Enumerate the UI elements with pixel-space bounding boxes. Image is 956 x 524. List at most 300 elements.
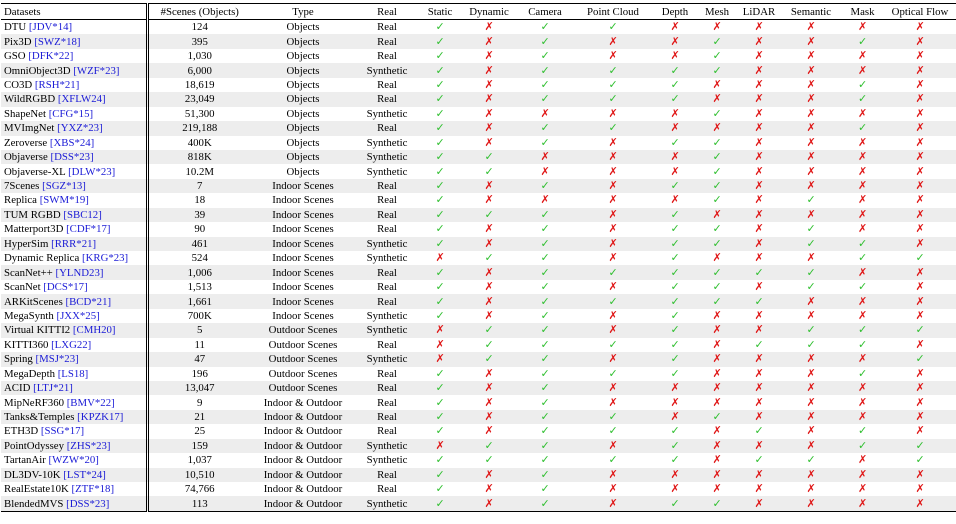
check-icon: ✓	[915, 454, 925, 467]
citation-link[interactable]: [CFG*15]	[48, 107, 94, 120]
check-icon: ✓	[540, 425, 550, 438]
static-cell	[419, 395, 461, 409]
mesh-cell	[697, 367, 737, 381]
cross-icon: ✗	[857, 21, 868, 34]
scenes-cell: 10.2M	[185, 165, 214, 178]
check-icon: ✓	[608, 338, 618, 351]
type-cell: Indoor & Outdoor	[263, 483, 343, 496]
point-cloud-cell	[573, 294, 653, 308]
citation-link[interactable]: [DLW*23]	[68, 165, 116, 178]
check-icon: ✓	[670, 425, 680, 438]
optical-flow-cell	[884, 439, 956, 453]
point-cloud-cell	[573, 280, 653, 294]
depth-cell	[653, 410, 697, 424]
citation-link[interactable]: [RSH*21]	[34, 78, 80, 91]
semantic-cell	[781, 294, 841, 308]
camera-cell	[517, 193, 573, 207]
dataset-name: Pix3D	[4, 35, 32, 48]
check-icon: ✓	[670, 180, 680, 193]
depth-cell	[653, 20, 697, 35]
real-cell: Real	[355, 92, 419, 106]
cross-icon: ✗	[857, 50, 868, 63]
citation-link[interactable]: [XBS*24]	[49, 136, 95, 149]
cross-icon: ✗	[608, 468, 618, 481]
lidar-cell	[737, 92, 781, 106]
dataset-name: CO3D	[4, 78, 33, 91]
cross-icon: ✗	[712, 367, 722, 380]
lidar-cell	[737, 179, 781, 193]
semantic-cell	[781, 468, 841, 482]
point-cloud-cell	[573, 222, 653, 236]
camera-cell	[517, 338, 573, 352]
dataset-name: RealEstate10K	[4, 483, 69, 496]
optical-flow-cell	[884, 482, 956, 496]
cross-icon: ✗	[915, 411, 925, 424]
static-cell	[419, 208, 461, 222]
cross-icon: ✗	[857, 411, 868, 424]
citation-link[interactable]: [LS18]	[57, 367, 89, 380]
check-icon: ✓	[670, 309, 680, 322]
check-icon: ✓	[712, 136, 722, 149]
citation-link[interactable]: [BCD*21]	[65, 295, 112, 308]
table-row	[1, 251, 956, 265]
real-cell: Real	[377, 396, 397, 409]
camera-cell	[517, 78, 573, 92]
dynamic-cell	[461, 367, 517, 381]
mask-cell	[841, 294, 884, 308]
check-icon: ✓	[712, 266, 722, 279]
point-cloud-cell	[573, 265, 653, 279]
citation-link[interactable]: [DSS*23]	[66, 497, 110, 510]
check-icon: ✓	[670, 439, 680, 452]
cross-icon: ✗	[754, 151, 764, 164]
static-cell	[419, 280, 461, 294]
check-icon: ✓	[435, 497, 445, 510]
citation-link[interactable]: [BMV*22]	[66, 396, 115, 409]
cross-icon: ✗	[484, 223, 494, 236]
lidar-cell	[737, 410, 781, 424]
lidar-cell	[737, 49, 781, 63]
scenes-cell: 1,006	[147, 265, 251, 279]
static-cell	[419, 222, 461, 236]
check-icon: ✓	[540, 468, 550, 481]
check-icon: ✓	[540, 266, 550, 279]
check-icon: ✓	[712, 151, 722, 164]
dataset-name-cell	[1, 323, 147, 337]
type-cell: Indoor Scenes	[272, 281, 334, 294]
cross-icon: ✗	[435, 252, 445, 265]
scenes-cell: 13,047	[147, 381, 251, 395]
static-cell	[419, 410, 461, 424]
lidar-cell	[737, 34, 781, 48]
optical-flow-cell	[884, 164, 956, 178]
static-cell	[419, 20, 461, 35]
scenes-cell: 39	[147, 208, 251, 222]
optical-flow-cell	[884, 323, 956, 337]
lidar-cell	[737, 265, 781, 279]
check-icon: ✓	[484, 165, 494, 178]
citation-link[interactable]: [SGZ*13]	[42, 180, 86, 193]
cross-icon: ✗	[608, 208, 618, 221]
check-icon: ✓	[915, 353, 925, 366]
table-row	[1, 237, 956, 251]
cross-icon: ✗	[754, 93, 764, 106]
cross-icon: ✗	[915, 338, 925, 351]
camera-cell	[517, 136, 573, 150]
check-icon: ✓	[540, 223, 550, 236]
table-row	[1, 63, 956, 77]
check-icon: ✓	[435, 367, 445, 380]
check-icon: ✓	[484, 338, 494, 351]
mask-cell	[841, 107, 884, 121]
citation-link[interactable]: [SWM*19]	[39, 194, 89, 207]
point-cloud-cell	[573, 395, 653, 409]
lidar-cell	[737, 251, 781, 265]
lidar-cell	[737, 78, 781, 92]
dynamic-cell	[461, 338, 517, 352]
check-icon: ✓	[670, 338, 680, 351]
scenes-cell: 196	[191, 367, 208, 380]
mesh-cell	[697, 92, 737, 106]
mesh-cell	[697, 496, 737, 511]
cross-icon: ✗	[806, 309, 816, 322]
check-icon: ✓	[712, 194, 722, 207]
cross-icon: ✗	[806, 425, 816, 438]
cross-icon: ✗	[712, 425, 722, 438]
citation-link[interactable]: [CMH20]	[72, 324, 116, 337]
check-icon: ✓	[806, 338, 816, 351]
check-icon: ✓	[540, 454, 550, 467]
mesh-cell	[697, 164, 737, 178]
cross-icon: ✗	[806, 382, 816, 395]
camera-cell	[517, 34, 573, 48]
check-icon: ✓	[540, 35, 550, 48]
semantic-cell	[781, 496, 841, 511]
optical-flow-cell	[884, 20, 956, 35]
static-cell	[419, 309, 461, 323]
dataset-name: BlendedMVS	[4, 497, 64, 510]
dataset-name-cell	[1, 453, 147, 467]
check-icon: ✓	[806, 237, 816, 250]
semantic-cell	[781, 78, 841, 92]
real-cell: Synthetic	[355, 237, 419, 251]
citation-link[interactable]: [KRG*23]	[81, 252, 129, 265]
citation-link[interactable]: [WZW*20]	[48, 454, 99, 467]
depth-cell	[653, 237, 697, 251]
dataset-name: PointOdyssey	[4, 439, 64, 452]
cross-icon: ✗	[754, 136, 764, 149]
cross-icon: ✗	[670, 50, 680, 63]
mask-cell	[841, 410, 884, 424]
cross-icon: ✗	[806, 136, 816, 149]
citation-link[interactable]: [SSG*17]	[40, 425, 85, 438]
citation-link[interactable]: [DCS*17]	[43, 281, 88, 294]
dataset-name-cell	[1, 395, 147, 409]
check-icon: ✓	[670, 78, 680, 91]
citation-link[interactable]: [DSS*23]	[50, 151, 94, 164]
citation-link[interactable]: [SBC12]	[63, 208, 102, 221]
check-icon: ✓	[435, 122, 445, 135]
citation-link[interactable]: [LST*24]	[63, 468, 106, 481]
mesh-cell	[697, 424, 737, 438]
cross-icon: ✗	[608, 483, 618, 496]
depth-cell	[653, 34, 697, 48]
check-icon: ✓	[712, 497, 722, 510]
citation-link[interactable]: [DFK*22]	[28, 50, 74, 63]
semantic-cell	[781, 34, 841, 48]
cross-icon: ✗	[806, 411, 816, 424]
check-icon: ✓	[806, 223, 816, 236]
dataset-name-cell	[1, 367, 147, 381]
citation-link[interactable]: [RRR*21]	[51, 237, 97, 250]
camera-cell	[517, 251, 573, 265]
semantic-cell	[781, 381, 841, 395]
depth-cell	[653, 150, 697, 164]
check-icon: ✓	[806, 266, 816, 279]
cross-icon: ✗	[484, 411, 494, 424]
type-cell: Indoor & Outdoor	[251, 496, 355, 511]
type-cell: Indoor & Outdoor	[263, 454, 343, 467]
camera-cell	[517, 439, 573, 453]
dataset-name-cell	[1, 193, 147, 207]
camera-cell	[517, 453, 573, 467]
check-icon: ✓	[540, 396, 550, 409]
cross-icon: ✗	[857, 483, 868, 496]
check-icon: ✓	[670, 324, 680, 337]
dataset-name: OmniObject3D	[4, 64, 71, 77]
optical-flow-cell	[884, 193, 956, 207]
check-icon: ✓	[540, 252, 550, 265]
citation-link[interactable]: [KPZK17]	[77, 411, 124, 424]
dataset-name: TUM RGBD	[4, 208, 61, 221]
optical-flow-cell	[884, 251, 956, 265]
depth-cell	[653, 193, 697, 207]
check-icon: ✓	[540, 281, 550, 294]
cross-icon: ✗	[915, 309, 925, 322]
table-row	[1, 309, 956, 323]
citation-link[interactable]: [CDF*17]	[66, 223, 111, 236]
depth-cell	[653, 453, 697, 467]
type-cell: Indoor & Outdoor	[263, 396, 343, 409]
dataset-name: ARKitScenes	[4, 295, 63, 308]
cross-icon: ✗	[806, 93, 816, 106]
camera-cell	[517, 222, 573, 236]
semantic-cell	[781, 179, 841, 193]
dataset-name-cell	[1, 410, 147, 424]
depth-cell	[653, 92, 697, 106]
citation-link[interactable]: [ZTF*18]	[71, 483, 115, 496]
camera-cell	[517, 179, 573, 193]
check-icon: ✓	[857, 338, 868, 351]
dynamic-cell	[461, 395, 517, 409]
citation-link[interactable]: [LXG22]	[51, 338, 92, 351]
mesh-cell	[697, 121, 737, 135]
cross-icon: ✗	[915, 483, 925, 496]
cross-icon: ✗	[608, 309, 618, 322]
cross-icon: ✗	[484, 35, 494, 48]
static-cell	[419, 453, 461, 467]
dataset-name-cell	[1, 179, 147, 193]
depth-cell	[653, 395, 697, 409]
mesh-cell	[697, 49, 737, 63]
cross-icon: ✗	[670, 165, 680, 178]
check-icon: ✓	[540, 180, 550, 193]
scenes-cell: 1,030	[187, 50, 212, 63]
citation-link[interactable]: [SWZ*18]	[34, 35, 81, 48]
cross-icon: ✗	[915, 382, 925, 395]
citation-link[interactable]: [JDV*14]	[28, 21, 73, 34]
cross-icon: ✗	[754, 180, 764, 193]
cross-icon: ✗	[712, 78, 722, 91]
depth-cell	[653, 107, 697, 121]
cross-icon: ✗	[670, 468, 680, 481]
point-cloud-cell	[573, 20, 653, 35]
cross-icon: ✗	[806, 252, 816, 265]
dynamic-cell	[461, 280, 517, 294]
camera-cell	[517, 323, 573, 337]
cross-icon: ✗	[484, 237, 494, 250]
citation-link[interactable]: [ZHS*23]	[66, 439, 111, 452]
cross-icon: ✗	[915, 468, 925, 481]
cross-icon: ✗	[484, 425, 494, 438]
cross-icon: ✗	[670, 483, 680, 496]
check-icon: ✓	[754, 454, 764, 467]
check-icon: ✓	[670, 454, 680, 467]
lidar-cell	[737, 468, 781, 482]
static-cell	[419, 150, 461, 164]
citation-link[interactable]: [MSJ*23]	[35, 353, 79, 366]
cross-icon: ✗	[754, 353, 764, 366]
dynamic-cell	[461, 208, 517, 222]
check-icon: ✓	[857, 281, 868, 294]
cross-icon: ✗	[608, 194, 618, 207]
point-cloud-cell	[573, 150, 653, 164]
optical-flow-cell	[884, 280, 956, 294]
check-icon: ✓	[754, 266, 764, 279]
depth-cell	[653, 121, 697, 135]
cross-icon: ✗	[754, 64, 764, 77]
dataset-name: KITTI360	[4, 338, 49, 351]
cross-icon: ✗	[915, 266, 925, 279]
check-icon: ✓	[540, 237, 550, 250]
mask-cell	[841, 63, 884, 77]
depth-cell	[653, 323, 697, 337]
dynamic-cell	[461, 251, 517, 265]
citation-link[interactable]: [JXX*25]	[56, 309, 100, 322]
citation-link[interactable]: [XFLW24]	[57, 93, 106, 106]
header-camera: Camera	[517, 4, 573, 20]
dataset-name: DL3DV-10K	[4, 468, 61, 481]
mesh-cell	[697, 381, 737, 395]
type-cell: Objects	[286, 50, 320, 63]
table-row	[1, 121, 956, 135]
check-icon: ✓	[670, 367, 680, 380]
cross-icon: ✗	[857, 136, 868, 149]
camera-cell	[517, 92, 573, 106]
dataset-name: MegaSynth	[4, 309, 54, 322]
citation-link[interactable]: [YXZ*23]	[57, 122, 103, 135]
header-mask: Mask	[841, 4, 884, 20]
optical-flow-cell	[884, 338, 956, 352]
static-cell	[419, 49, 461, 63]
citation-link[interactable]: [WZF*23]	[73, 64, 120, 77]
cross-icon: ✗	[915, 281, 925, 294]
check-icon: ✓	[712, 223, 722, 236]
cross-icon: ✗	[670, 122, 680, 135]
optical-flow-cell	[884, 107, 956, 121]
lidar-cell	[737, 164, 781, 178]
static-cell	[419, 294, 461, 308]
camera-cell	[517, 121, 573, 135]
semantic-cell	[781, 237, 841, 251]
semantic-cell	[781, 395, 841, 409]
cross-icon: ✗	[754, 324, 764, 337]
cross-icon: ✗	[435, 353, 445, 366]
cross-icon: ✗	[484, 266, 494, 279]
mesh-cell	[697, 208, 737, 222]
table-row	[1, 338, 956, 352]
cross-icon: ✗	[806, 295, 816, 308]
cross-icon: ✗	[484, 468, 494, 481]
dataset-name: Tanks&Temples	[4, 411, 75, 424]
cross-icon: ✗	[712, 468, 722, 481]
cross-icon: ✗	[754, 468, 764, 481]
header-scenes: #Scenes (Objects)	[147, 4, 251, 20]
check-icon: ✓	[540, 136, 550, 149]
semantic-cell	[781, 280, 841, 294]
check-icon: ✓	[670, 136, 680, 149]
check-icon: ✓	[540, 50, 550, 63]
check-icon: ✓	[435, 425, 445, 438]
dataset-name: MipNeRF360	[4, 396, 64, 409]
check-icon: ✓	[915, 439, 925, 452]
cross-icon: ✗	[608, 324, 618, 337]
check-icon: ✓	[857, 35, 868, 48]
optical-flow-cell	[884, 136, 956, 150]
mask-cell	[841, 34, 884, 48]
cross-icon: ✗	[754, 50, 764, 63]
dynamic-cell	[461, 496, 517, 511]
check-icon: ✓	[712, 411, 722, 424]
optical-flow-cell	[884, 237, 956, 251]
cross-icon: ✗	[712, 252, 722, 265]
table-row	[1, 179, 956, 193]
citation-link[interactable]: [LTJ*21]	[33, 382, 73, 395]
optical-flow-cell	[884, 294, 956, 308]
cross-icon: ✗	[670, 411, 680, 424]
mask-cell	[841, 439, 884, 453]
type-cell: Indoor Scenes	[251, 237, 355, 251]
optical-flow-cell	[884, 496, 956, 511]
dataset-name-cell	[1, 237, 147, 251]
cross-icon: ✗	[712, 439, 722, 452]
lidar-cell	[737, 150, 781, 164]
check-icon: ✓	[435, 237, 445, 250]
camera-cell	[517, 367, 573, 381]
mask-cell	[841, 121, 884, 135]
dynamic-cell	[461, 164, 517, 178]
cross-icon: ✗	[857, 180, 868, 193]
check-icon: ✓	[670, 295, 680, 308]
citation-link[interactable]: [YLND23]	[55, 266, 104, 279]
optical-flow-cell	[884, 150, 956, 164]
depth-cell	[653, 482, 697, 496]
table-row	[1, 150, 956, 164]
cross-icon: ✗	[915, 180, 925, 193]
static-cell	[419, 78, 461, 92]
semantic-cell	[781, 352, 841, 366]
dynamic-cell	[461, 193, 517, 207]
